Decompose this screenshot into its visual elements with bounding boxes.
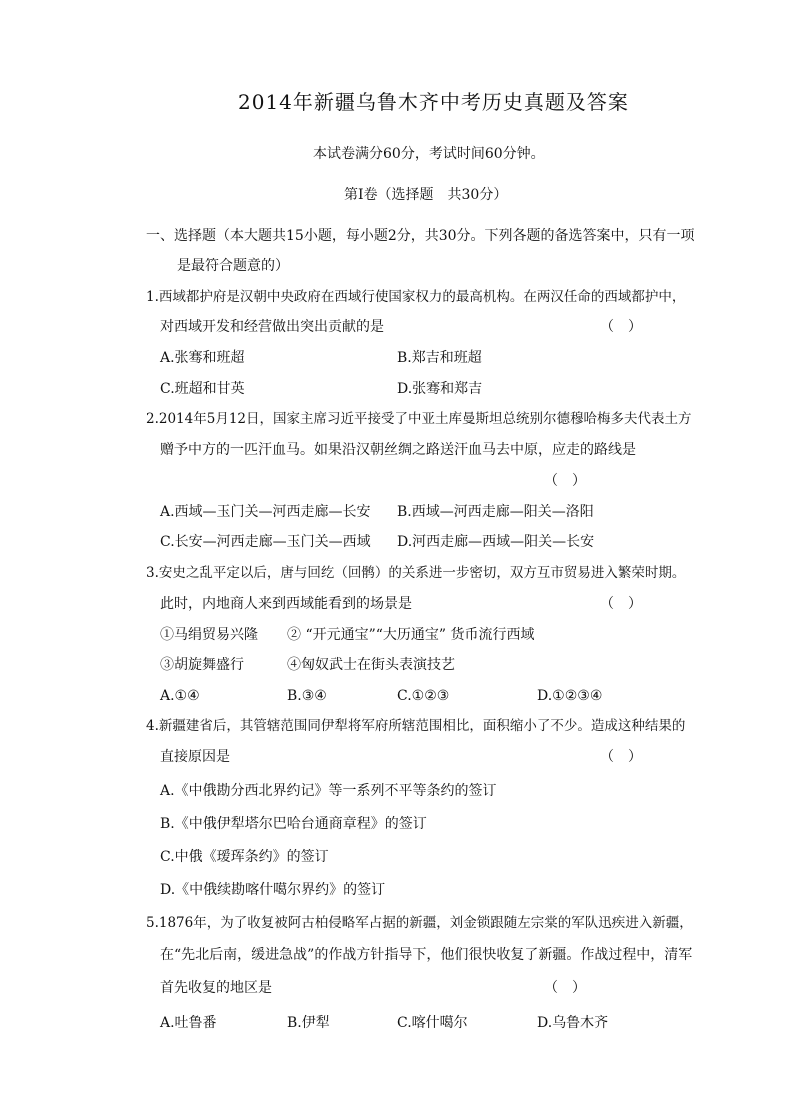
q3-stem-line2: 此时，内地商人来到西域能看到的场景是: [160, 596, 412, 612]
q1-option-d: D.张骞和郑吉: [397, 381, 483, 397]
q2-answer-blank: （ ）: [544, 473, 586, 489]
q2-option-a: A.西域—玉门关—河西走廊—长安: [160, 504, 371, 520]
q5-option-d: D.乌鲁木齐: [537, 1015, 609, 1031]
q5-option-b: B.伊犁: [287, 1015, 330, 1031]
q3-option-a: A.①④: [160, 688, 200, 704]
q5-stem-line1: 5.1876年，为了收复被阿古柏侵略军占据的新疆，刘金锁跟随左宗棠的军队迅疾进入新疆，: [146, 915, 693, 931]
q4-option-a: A.《中俄勘分西北界约记》等一系列不平等条约的签订: [160, 783, 497, 799]
q3-option-b: B.③④: [287, 688, 327, 704]
q3-option-c: C.①②③: [397, 688, 450, 704]
q1-option-a: A.张骞和班超: [160, 350, 245, 366]
volume-heading: 第Ⅰ卷（选择题 共30分）: [344, 187, 508, 203]
q1-option-b: B.郑吉和班超: [397, 350, 482, 366]
q1-answer-blank: （ ）: [600, 319, 642, 335]
q2-option-c: C.长安—河西走廊—玉门关—西域: [160, 534, 371, 550]
q3-stem-line1: 3.安史之乱平定以后，唐与回纥（回鹘）的关系进一步密切，双方互市贸易进入繁荣时期。: [146, 565, 686, 581]
q3-item-4: ④匈奴武士在街头表演技艺: [287, 657, 455, 673]
q2-option-d: D.河西走廊—西域—阳关—长安: [397, 534, 595, 550]
q5-option-a: A.吐鲁番: [160, 1015, 217, 1031]
q3-item-1: ①马绢贸易兴隆: [160, 627, 258, 643]
q1-stem-line1: 1.西域都护府是汉朝中央政府在西域行使国家权力的最高机构。在两汉任命的西域都护中，: [146, 289, 686, 305]
q3-item-3: ③胡旋舞盛行: [160, 657, 244, 673]
q4-option-b: B.《中俄伊犁塔尔巴哈台通商章程》的签订: [160, 816, 427, 832]
q3-item-2: ② “开元通宝”“大历通宝” 货币流行西域: [287, 627, 535, 643]
q5-stem-line3: 首先收复的地区是: [160, 980, 272, 996]
page-title: 2014年新疆乌鲁木齐中考历史真题及答案: [238, 90, 629, 114]
q1-option-c: C.班超和甘英: [160, 381, 245, 397]
q2-stem-line1: 2.2014年5月12日，国家主席习近平接受了中亚土库曼斯坦总统别尔德穆哈梅多夫代表土方: [146, 411, 692, 427]
q5-stem-line2: 在“先北后南，缓进急战”的作战方针指导下，他们很快收复了新疆。作战过程中，清军: [160, 947, 693, 963]
q4-answer-blank: （ ）: [600, 749, 642, 765]
q4-option-c: C.中俄《瑷珲条约》的签订: [160, 849, 329, 865]
q3-answer-blank: （ ）: [600, 596, 642, 612]
q3-option-d: D.①②③④: [537, 688, 603, 704]
q5-option-c: C.喀什噶尔: [397, 1015, 468, 1031]
q4-stem-line1: 4.新疆建省后，其管辖范围同伊犁将军府所辖范围相比，面积缩小了不少。造成这种结果的: [146, 718, 686, 734]
q4-option-d: D.《中俄续勘喀什噶尔界约》的签订: [160, 882, 386, 898]
section-instructions-line1: 一、选择题（本大题共15小题，每小题2分，共30分。下列各题的备选答案中，只有一项: [146, 228, 695, 244]
q1-stem-line2: 对西域开发和经营做出突出贡献的是: [160, 319, 384, 335]
q5-answer-blank: （ ）: [544, 980, 586, 996]
q2-option-b: B.西域—河西走廊—阳关—洛阳: [397, 504, 594, 520]
q4-stem-line2: 直接原因是: [160, 749, 230, 765]
q2-stem-line2: 赠予中方的一匹汗血马。如果沿汉朝丝绸之路送汗血马去中原，应走的路线是: [160, 442, 636, 458]
section-instructions-line2: 是最符合题意的）: [177, 258, 289, 274]
exam-info: 本试卷满分60分，考试时间60分钟。: [313, 146, 545, 162]
